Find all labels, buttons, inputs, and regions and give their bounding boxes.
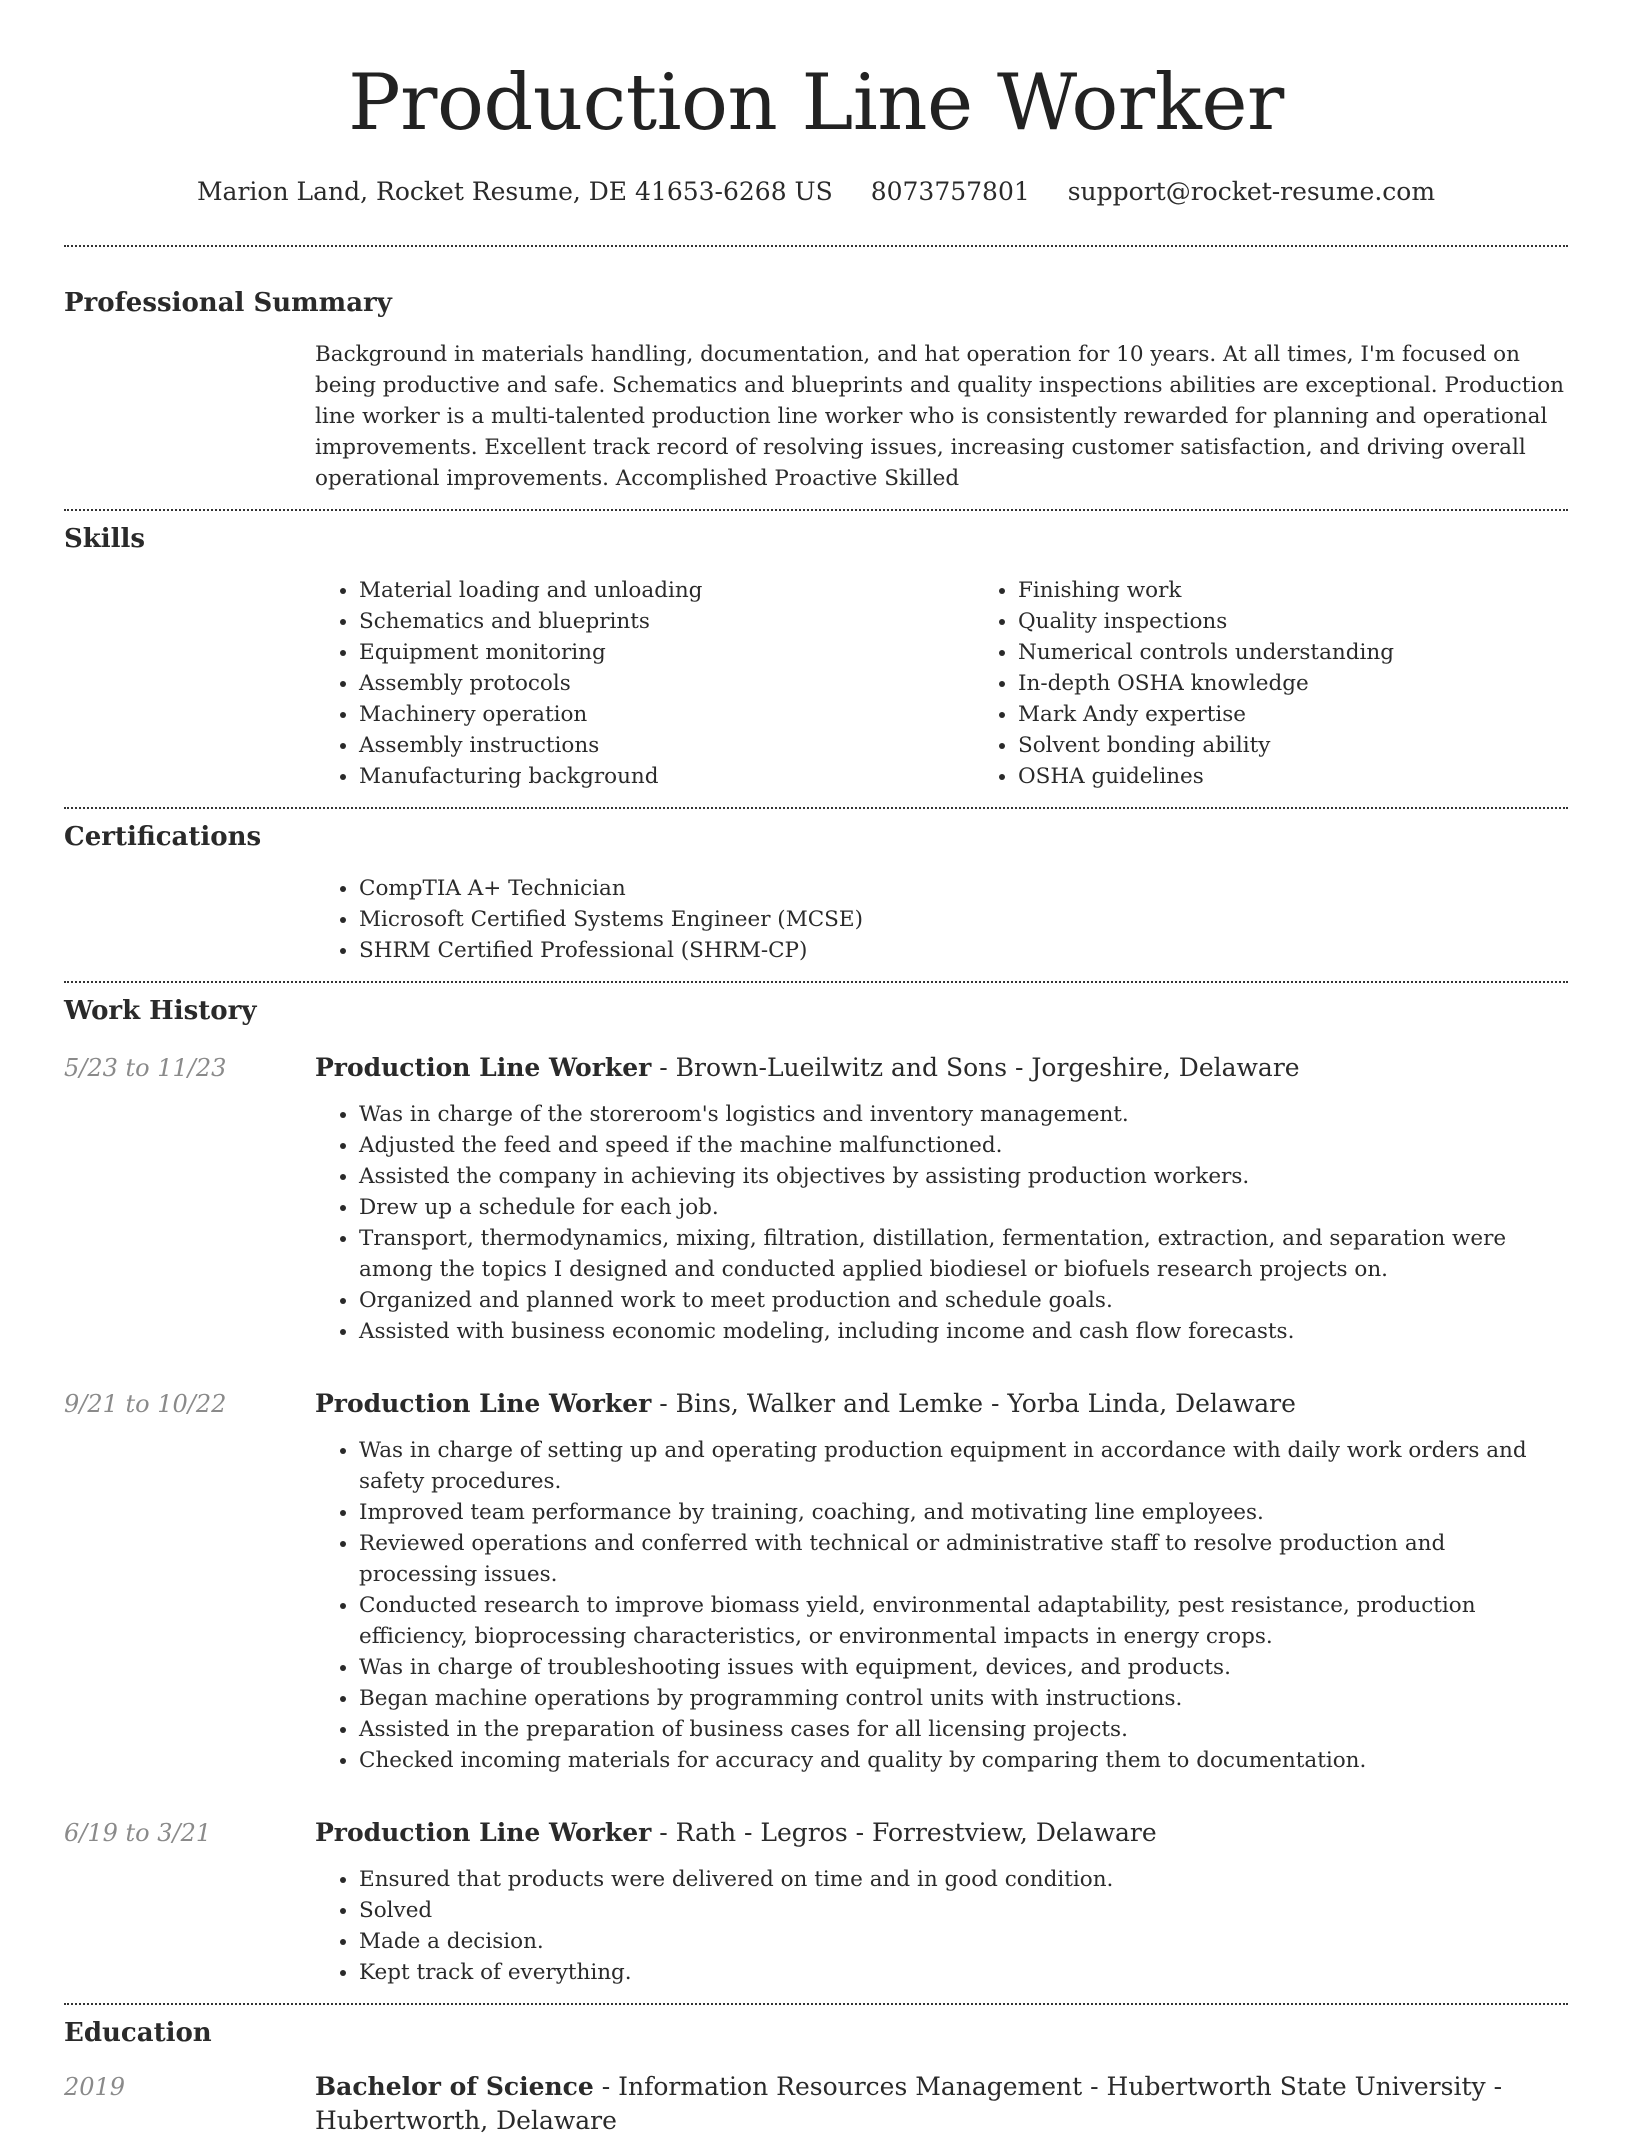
job-employer: - Bins, Walker and Lemke - Yorba Linda, Delaware [651, 1389, 1296, 1418]
job-entry [64, 1387, 1568, 1776]
job-dates: 5/23 to 11/23 [64, 1054, 227, 1082]
education-degree: Bachelor of Science [315, 2072, 594, 2101]
job-bullet: • Was in charge of the storeroom's logistics and inventory management. [359, 1099, 1568, 1130]
contact-phone: 8073757801 [870, 177, 1030, 206]
job-bullet: • Assisted the company in achieving its objectives by assisting production workers. [359, 1161, 1568, 1192]
skill-item: • Assembly instructions [359, 730, 974, 761]
job-dates: 9/21 to 10/22 [64, 1390, 227, 1418]
job-header [64, 1816, 1568, 1850]
job-entry [64, 1816, 1568, 1988]
skills-column-left [315, 575, 974, 792]
job-bullet: • Conducted research to improve biomass yield, environmental adaptability, pest resistance, production efficiency, bioprocessing characteristics, or environmental impacts in energy crops. [359, 1590, 1568, 1652]
skill-item: • Schematics and blueprints [359, 606, 974, 637]
skills-column-right [974, 575, 1632, 792]
education-header [64, 2070, 1568, 2138]
work-heading: Work History [64, 996, 257, 1026]
education-section [64, 2005, 1568, 2138]
education-entry [64, 2070, 1568, 2138]
skills-list [315, 575, 1568, 792]
job-bullet: • Organized and planned work to meet production and schedule goals. [359, 1285, 1568, 1316]
job-bullet: • Kept track of everything. [359, 1957, 1568, 1988]
job-bullets [315, 1864, 1568, 1988]
certification-item: • CompTIA A+ Technician [359, 873, 1568, 904]
job-bullet: • Was in charge of setting up and operating production equipment in accordance with daily work orders and safety procedures. [359, 1435, 1568, 1497]
summary-heading: Professional Summary [64, 288, 392, 318]
skill-item: • In-depth OSHA knowledge [1018, 668, 1632, 699]
summary-text: Background in materials handling, documentation, and hat operation for 10 years. At all times, I'm focused on being productive and safe. Schematics and blueprints and quality inspections abilities are exceptional. Production line worker is a multi-talented production line worker who is consistently rewarded for planning and operational improvements. Excellent track record of resolving issues, increasing customer satisfaction, and driving overall operational improvements. Accomplished Proactive Skilled [315, 342, 1565, 491]
job-bullet: • Made a decision. [359, 1926, 1568, 1957]
job-bullet: • Was in charge of troubleshooting issues with equipment, devices, and products. [359, 1652, 1568, 1683]
job-bullet: • Ensured that products were delivered on time and in good condition. [359, 1864, 1568, 1895]
education-heading: Education [64, 2018, 212, 2048]
job-bullet: • Assisted in the preparation of business cases for all licensing projects. [359, 1714, 1568, 1745]
resume-title: Production Line Worker [348, 58, 1284, 148]
education-school: - Information Resources Management - Hubertworth State University - Hubertworth, Delaware [315, 2072, 1503, 2135]
skill-item: • Quality inspections [1018, 606, 1632, 637]
skill-item: • Finishing work [1018, 575, 1632, 606]
contact-line [64, 176, 1568, 208]
certifications-list [315, 873, 1568, 966]
job-bullet: • Drew up a schedule for each job. [359, 1192, 1568, 1223]
skill-item: • OSHA guidelines [1018, 761, 1632, 792]
contact-email: support@rocket-resume.com [1067, 177, 1436, 206]
education-title [315, 2070, 1568, 2138]
job-bullet: • Adjusted the feed and speed if the machine malfunctioned. [359, 1130, 1568, 1161]
job-bullet: • Began machine operations by programming control units with instructions. [359, 1683, 1568, 1714]
skills-section [64, 511, 1568, 792]
job-title [315, 1051, 1300, 1085]
job-bullet: • Checked incoming materials for accuracy and quality by comparing them to documentation. [359, 1745, 1568, 1776]
job-bullet: • Assisted with business economic modeling, including income and cash flow forecasts. [359, 1316, 1568, 1347]
certification-item: • Microsoft Certified Systems Engineer (MCSE) [359, 904, 1568, 935]
skill-item: • Manufacturing background [359, 761, 974, 792]
job-bullets-wrap [315, 1864, 1568, 1988]
job-title [315, 1816, 1157, 1850]
job-title [315, 1387, 1296, 1421]
job-employer: - Rath - Legros - Forrestview, Delaware [651, 1818, 1157, 1847]
job-role: Production Line Worker [315, 1053, 652, 1082]
skill-item: • Assembly protocols [359, 668, 974, 699]
certifications-heading: Certifications [64, 822, 262, 852]
job-bullet: • Solved [359, 1895, 1568, 1926]
job-dates: 6/19 to 3/21 [64, 1819, 212, 1847]
job-bullet: • Transport, thermodynamics, mixing, filtration, distillation, fermentation, extraction, and separation were among the topics I designed and conducted applied biodiesel or biofuels research projects on. [359, 1223, 1568, 1285]
skill-item: • Material loading and unloading [359, 575, 974, 606]
summary-section [64, 247, 1568, 494]
job-role: Production Line Worker [315, 1389, 652, 1418]
job-employer: - Brown-Lueilwitz and Sons - Jorgeshire, Delaware [651, 1053, 1300, 1082]
job-header [64, 1051, 1568, 1085]
job-bullet: • Improved team performance by training, coaching, and motivating line employees. [359, 1497, 1568, 1528]
certifications-section [64, 809, 1568, 966]
skills-heading: Skills [64, 524, 146, 554]
skill-item: • Mark Andy expertise [1018, 699, 1632, 730]
certifications-list-wrap [315, 873, 1568, 966]
skill-item: • Machinery operation [359, 699, 974, 730]
job-role: Production Line Worker [315, 1818, 652, 1847]
job-bullets-wrap [315, 1435, 1568, 1776]
job-bullets [315, 1435, 1568, 1776]
education-year: 2019 [64, 2073, 126, 2101]
work-section [64, 983, 1568, 1988]
job-entry [64, 1051, 1568, 1347]
job-bullets-wrap [315, 1099, 1568, 1347]
job-header [64, 1387, 1568, 1421]
contact-address: Marion Land, Rocket Resume, DE 41653-6268 US [196, 177, 833, 206]
job-bullet: • Reviewed operations and conferred with technical or administrative staff to resolve production and processing issues. [359, 1528, 1568, 1590]
skill-item: • Equipment monitoring [359, 637, 974, 668]
skill-item: • Solvent bonding ability [1018, 730, 1632, 761]
skill-item: • Numerical controls understanding [1018, 637, 1632, 668]
certification-item: • SHRM Certified Professional (SHRM-CP) [359, 935, 1568, 966]
job-bullets [315, 1099, 1568, 1347]
